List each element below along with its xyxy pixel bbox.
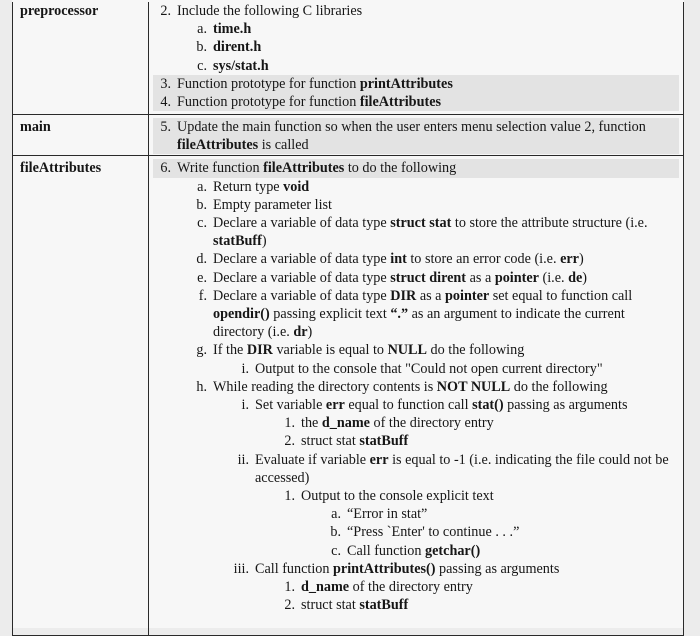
list-text [177, 2, 679, 20]
list-marker: b. [196, 39, 207, 56]
list-text [213, 250, 679, 268]
list-marker: 1. [284, 579, 295, 596]
list-text [255, 396, 679, 414]
row-content [149, 115, 684, 156]
list-marker: i. [241, 397, 249, 414]
bold-term: pointer [445, 287, 490, 304]
list-marker: 3. [160, 75, 171, 92]
text-run: do the following [426, 342, 525, 359]
bold-term: NULL [387, 342, 427, 359]
text-run: the [301, 415, 322, 432]
list-marker: b. [196, 196, 207, 213]
list-marker: f. [198, 287, 207, 304]
bold-term: “.” [390, 306, 409, 323]
bold-term: opendir() [213, 306, 270, 323]
list-item [153, 214, 679, 250]
text-run: as a [416, 287, 446, 304]
list-text [347, 505, 679, 523]
list-text [301, 432, 679, 450]
list-text [301, 578, 679, 596]
list-item [153, 57, 679, 75]
table-row-preprocessor [13, 0, 684, 115]
bold-term: stat() [472, 397, 504, 414]
list-item [153, 542, 679, 560]
bold-term: getchar() [425, 542, 481, 559]
list-text [347, 523, 679, 541]
list-item [153, 2, 679, 20]
text-run: ) [578, 251, 584, 268]
bold-term: int [390, 251, 407, 268]
row-content [149, 156, 684, 636]
bold-term: err [369, 451, 389, 468]
list-item [153, 20, 679, 38]
list-marker: c. [197, 57, 207, 74]
text-run: as a [466, 269, 495, 286]
list-text [177, 118, 679, 154]
list-text [213, 196, 679, 214]
bold-term: de [568, 269, 583, 286]
list-marker: c. [197, 215, 207, 232]
list-text [301, 487, 679, 505]
bold-term: err [560, 251, 579, 268]
text-run: is called [258, 137, 309, 154]
list-item [153, 341, 679, 359]
list-marker: 6. [160, 160, 171, 177]
list-marker: ii. [237, 451, 249, 468]
list-text [255, 451, 679, 487]
list-marker: 2. [284, 597, 295, 614]
list-text [177, 93, 679, 111]
list-marker: a. [331, 506, 341, 523]
bold-term: pointer [494, 269, 539, 286]
list-text [177, 75, 679, 93]
text-run: Declare a variable of data type [213, 287, 391, 304]
text-run: struct stat [301, 433, 360, 450]
list-item [153, 196, 679, 214]
text-run: Empty parameter list [213, 196, 332, 213]
text-run: Set variable [255, 397, 326, 414]
text-run: Call function [255, 560, 334, 577]
text-run: to store the attribute structure (i.e. [451, 215, 648, 232]
text-run: passing as arguments [503, 397, 628, 414]
list-text [213, 178, 679, 196]
requirements-table [12, 0, 684, 636]
list-item [153, 250, 679, 268]
row-label: main [13, 115, 149, 156]
list-marker: h. [196, 378, 207, 395]
list-item [153, 269, 679, 287]
list-text [347, 542, 679, 560]
text-run: struct stat [301, 597, 360, 614]
bold-term: NOT NULL [436, 378, 511, 395]
text-run: ) [261, 233, 267, 250]
text-run: ) [582, 269, 588, 286]
bold-term: statBuff [359, 597, 409, 614]
bold-term: printAttributes [359, 75, 453, 92]
list-item [153, 178, 679, 196]
bold-term: fileAttributes [359, 94, 442, 111]
list-marker: g. [196, 342, 207, 359]
text-run: Include the following C libraries [177, 3, 363, 19]
list-marker: 4. [160, 94, 171, 111]
text-run: is equal to -1 (i.e. indicating the file could not be accessed) [255, 451, 669, 486]
list-text [177, 159, 679, 177]
list-item [153, 414, 679, 432]
text-run: Declare a variable of data type [213, 251, 391, 268]
text-run: Declare a variable of data type [213, 269, 391, 286]
bold-term: fileAttributes [263, 160, 345, 177]
text-run: Update the main function so when the user enters menu selection value 2, function [177, 119, 646, 135]
text-run: as an argument to indicate the current directory (i.e. [213, 306, 625, 341]
list-text [213, 269, 679, 287]
list-text [213, 20, 679, 38]
text-run: “Error in stat” [347, 506, 428, 523]
list-text [255, 560, 679, 578]
text-run: Write function [177, 160, 264, 177]
list-marker: d. [196, 251, 207, 268]
list-item [153, 118, 679, 154]
text-run: of the directory entry [369, 415, 494, 432]
text-run: While reading the directory contents is [213, 378, 437, 395]
text-run: (i.e. [538, 269, 569, 286]
list-text [213, 214, 679, 250]
list-item [153, 560, 679, 578]
list-item [153, 451, 679, 487]
text-run: to do the following [344, 160, 457, 177]
list-marker: 1. [284, 415, 295, 432]
bold-term: dirent.h [213, 39, 262, 56]
list-text [301, 596, 679, 614]
text-run: do the following [510, 378, 608, 395]
list-item [153, 378, 679, 396]
bold-term: d_name [321, 415, 370, 432]
bold-term: time.h [213, 21, 252, 38]
list-item [153, 93, 679, 111]
list-item [153, 159, 679, 177]
table-row-main [13, 115, 684, 156]
list-marker: 2. [284, 433, 295, 450]
bold-term: printAttributes() [333, 560, 436, 577]
bold-term: dr [293, 324, 308, 341]
text-run: of the directory entry [349, 579, 473, 596]
list-item [153, 287, 679, 342]
text-run: set equal to function call [489, 287, 633, 304]
bold-term: sys/stat.h [213, 57, 269, 74]
bold-term: struct dirent [390, 269, 467, 286]
bold-term: d_name [301, 579, 350, 596]
text-run: passing as arguments [435, 560, 560, 577]
bold-term: struct stat [390, 215, 452, 232]
row-label: fileAttributes [13, 156, 149, 636]
bold-term: void [283, 178, 310, 195]
bold-term: DIR [246, 342, 273, 359]
text-run: Return type [213, 178, 284, 195]
list-text [213, 287, 679, 342]
list-item [153, 360, 679, 378]
text-run: “Press `Enter' to continue . . .” [347, 524, 520, 541]
row-label: preprocessor [13, 0, 149, 115]
text-run: Declare a variable of data type [213, 215, 391, 232]
bold-term: statBuff [359, 433, 409, 450]
list-marker: i. [241, 360, 249, 377]
list-marker: 1. [284, 488, 295, 505]
bold-term: err [325, 397, 345, 414]
bold-term: statBuff [213, 233, 262, 250]
text-run: If the [213, 342, 247, 359]
page-top-edge [12, 0, 684, 2]
text-run: ) [307, 324, 313, 341]
list-item [153, 487, 679, 505]
list-text [213, 341, 679, 359]
list-item [153, 432, 679, 450]
bold-term: DIR [390, 287, 417, 304]
list-text [213, 378, 679, 396]
table-row-fileattributes [13, 156, 684, 636]
text-run: Call function [347, 542, 426, 559]
list-item [153, 75, 679, 93]
list-item [153, 38, 679, 56]
document-page [12, 0, 684, 628]
text-run: Function prototype for function [177, 75, 360, 92]
list-text [213, 38, 679, 56]
list-item [153, 505, 679, 523]
list-marker: a. [197, 178, 207, 195]
list-marker: 2. [160, 3, 171, 19]
bold-term: fileAttributes [177, 137, 259, 154]
list-marker: b. [330, 524, 341, 541]
list-text [213, 57, 679, 75]
list-marker: a. [197, 21, 207, 38]
list-item [153, 523, 679, 541]
list-item [153, 396, 679, 414]
text-run: Output to the console that "Could not open current directory" [255, 360, 603, 377]
list-text [255, 360, 679, 378]
list-marker: c. [331, 542, 341, 559]
text-run: equal to function call [344, 397, 473, 414]
list-item [153, 578, 679, 596]
text-run: Output to the console explicit text [301, 488, 494, 505]
list-text [301, 414, 679, 432]
list-item [153, 596, 679, 614]
text-run: Function prototype for function [177, 94, 360, 111]
text-run: to store an error code (i.e. [406, 251, 561, 268]
text-run: variable is equal to [272, 342, 388, 359]
row-content [149, 0, 684, 115]
list-marker: 5. [160, 119, 171, 135]
list-marker: iii. [233, 560, 249, 577]
text-run: passing explicit text [269, 306, 391, 323]
list-marker: e. [197, 269, 207, 286]
text-run: Evaluate if variable [255, 451, 370, 468]
